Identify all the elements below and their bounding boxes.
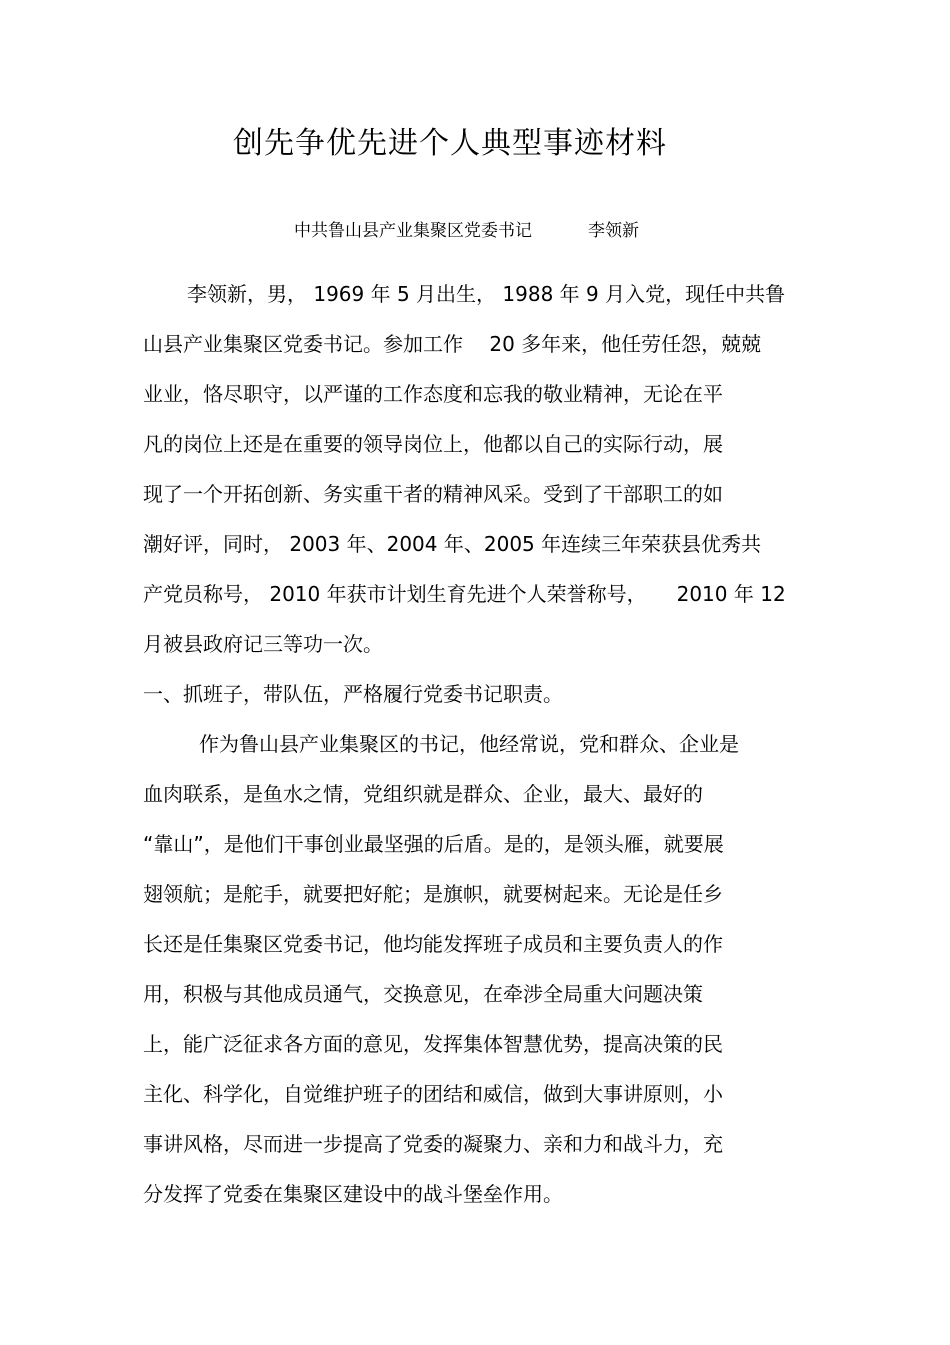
body-line: 分发挥了党委在集聚区建设中的战斗堡垒作用。 — [143, 1182, 563, 1206]
author-organization: 中共鲁山县产业集聚区党委书记 — [294, 221, 532, 241]
body-line: 主化、科学化，自觉维护班子的团结和威信，做到大事讲原则，小 — [143, 1082, 723, 1106]
author-line — [294, 216, 639, 241]
body-line: 月被县政府记三等功一次。 — [143, 632, 383, 656]
author-name: 李领新 — [588, 221, 639, 241]
body-line: 业业，恪尽职守，以严谨的工作态度和忘我的敬业精神，无论在平 — [143, 382, 723, 406]
body-line: “靠山”，是他们干事创业最坚强的后盾。是的，是领头雁，就要展 — [143, 832, 724, 856]
body-line: 山县产业集聚区党委书记。参加工作 20 多年来，他任劳任怨，兢兢 — [143, 332, 762, 356]
section-heading: 一、抓班子，带队伍，严格履行党委书记职责。 — [143, 682, 563, 706]
document-title: 创先争优先进个人典型事迹材料 — [233, 126, 667, 161]
body-line: 现了一个开拓创新、务实重干者的精神风采。受到了干部职工的如 — [143, 482, 723, 506]
body-line: 血肉联系，是鱼水之情，党组织就是群众、企业，最大、最好的 — [143, 782, 703, 806]
body-line: 产党员称号， 2010 年获市计划生育先进个人荣誉称号， 2010 年 12 — [143, 582, 786, 606]
body-line: 上，能广泛征求各方面的意见，发挥集体智慧优势，提高决策的民 — [143, 1032, 723, 1056]
body-line: 李领新，男， 1969 年 5 月出生， 1988 年 9 月入党，现任中共鲁 — [187, 282, 786, 306]
body-line: 用，积极与其他成员通气，交换意见，在牵涉全局重大问题决策 — [143, 982, 703, 1006]
body-line: 事讲风格，尽而进一步提高了党委的凝聚力、亲和力和战斗力，充 — [143, 1132, 723, 1156]
body-line: 潮好评，同时， 2003 年、2004 年、2005 年连续三年荣获县优秀共 — [143, 532, 762, 556]
body-line: 作为鲁山县产业集聚区的书记，他经常说，党和群众、企业是 — [199, 732, 739, 756]
body-line: 长还是任集聚区党委书记，他均能发挥班子成员和主要负责人的作 — [143, 932, 723, 956]
body-line: 翅领航；是舵手，就要把好舵；是旗帜，就要树起来。无论是任乡 — [143, 882, 723, 906]
body-line: 凡的岗位上还是在重要的领导岗位上，他都以自己的实际行动，展 — [143, 432, 723, 456]
